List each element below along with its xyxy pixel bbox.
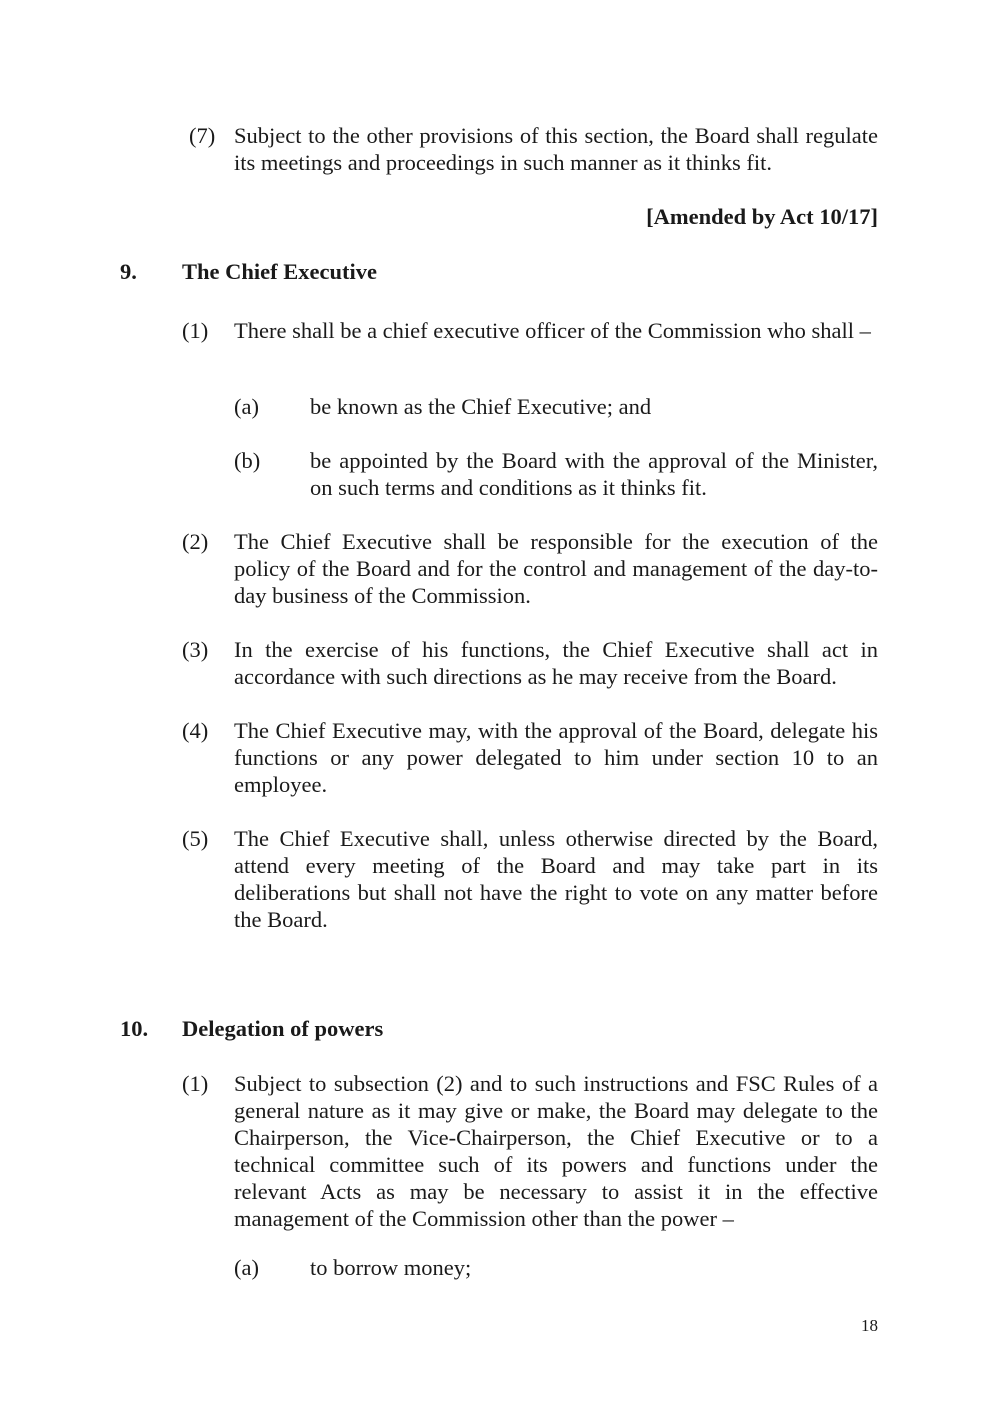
- subsection-text: The Chief Executive may, with the approval of the Board, delegate his functions or any power delegated to him under section 10 to an employee.: [234, 718, 878, 797]
- paragraph-text: be appointed by the Board with the approval of the Minister, on such terms and conditions as it thinks fit.: [310, 448, 878, 500]
- paragraph-text: to borrow money;: [310, 1255, 472, 1280]
- subsection-number: (1): [182, 1071, 209, 1096]
- paragraph-number: (b): [234, 448, 261, 473]
- amendment-note: [Amended by Act 10/17]: [646, 204, 878, 229]
- subsection-text: Subject to the other provisions of this section, the Board shall regulate its meetings and proceedings in such manner as it thinks fit.: [234, 123, 878, 175]
- subsection-text: The Chief Executive shall, unless otherwise directed by the Board, attend every meeting of the Board and may take part in its deliberations but shall not have the right to vote on any matter before the Board.: [234, 826, 878, 932]
- subsection-number: (2): [182, 529, 209, 554]
- section-title: Delegation of powers: [182, 1016, 384, 1041]
- paragraph-number: (a): [234, 394, 259, 419]
- subsection-text: Subject to subsection (2) and to such instructions and FSC Rules of a general nature as it may give or make, the Board may delegate to the Chairperson, the Vice-Chairperson, the Chief Executive or to a technical committee such of its powers and functions under the relevant Acts as may be necessary to assist it in the effective management of the Commission other than the power –: [234, 1071, 878, 1231]
- subsection-text: The Chief Executive shall be responsible for the execution of the policy of the Board and for the control and management of the day-to-day business of the Commission.: [234, 529, 878, 608]
- section-title: The Chief Executive: [182, 259, 377, 284]
- section-number: 9.: [120, 259, 137, 284]
- subsection-number: (5): [182, 826, 209, 851]
- section-number: 10.: [120, 1016, 149, 1041]
- subsection-number: (7): [189, 123, 216, 148]
- paragraph-number: (a): [234, 1255, 259, 1280]
- subsection-number: (4): [182, 718, 209, 743]
- paragraph-text: be known as the Chief Executive; and: [310, 394, 652, 419]
- subsection-number: (3): [182, 637, 209, 662]
- subsection-text: In the exercise of his functions, the Chief Executive shall act in accordance with such directions as he may receive from the Board.: [234, 637, 878, 689]
- subsection-text: There shall be a chief executive officer of the Commission who shall –: [234, 318, 871, 343]
- page-number: 18: [861, 1316, 878, 1335]
- subsection-number: (1): [182, 318, 209, 343]
